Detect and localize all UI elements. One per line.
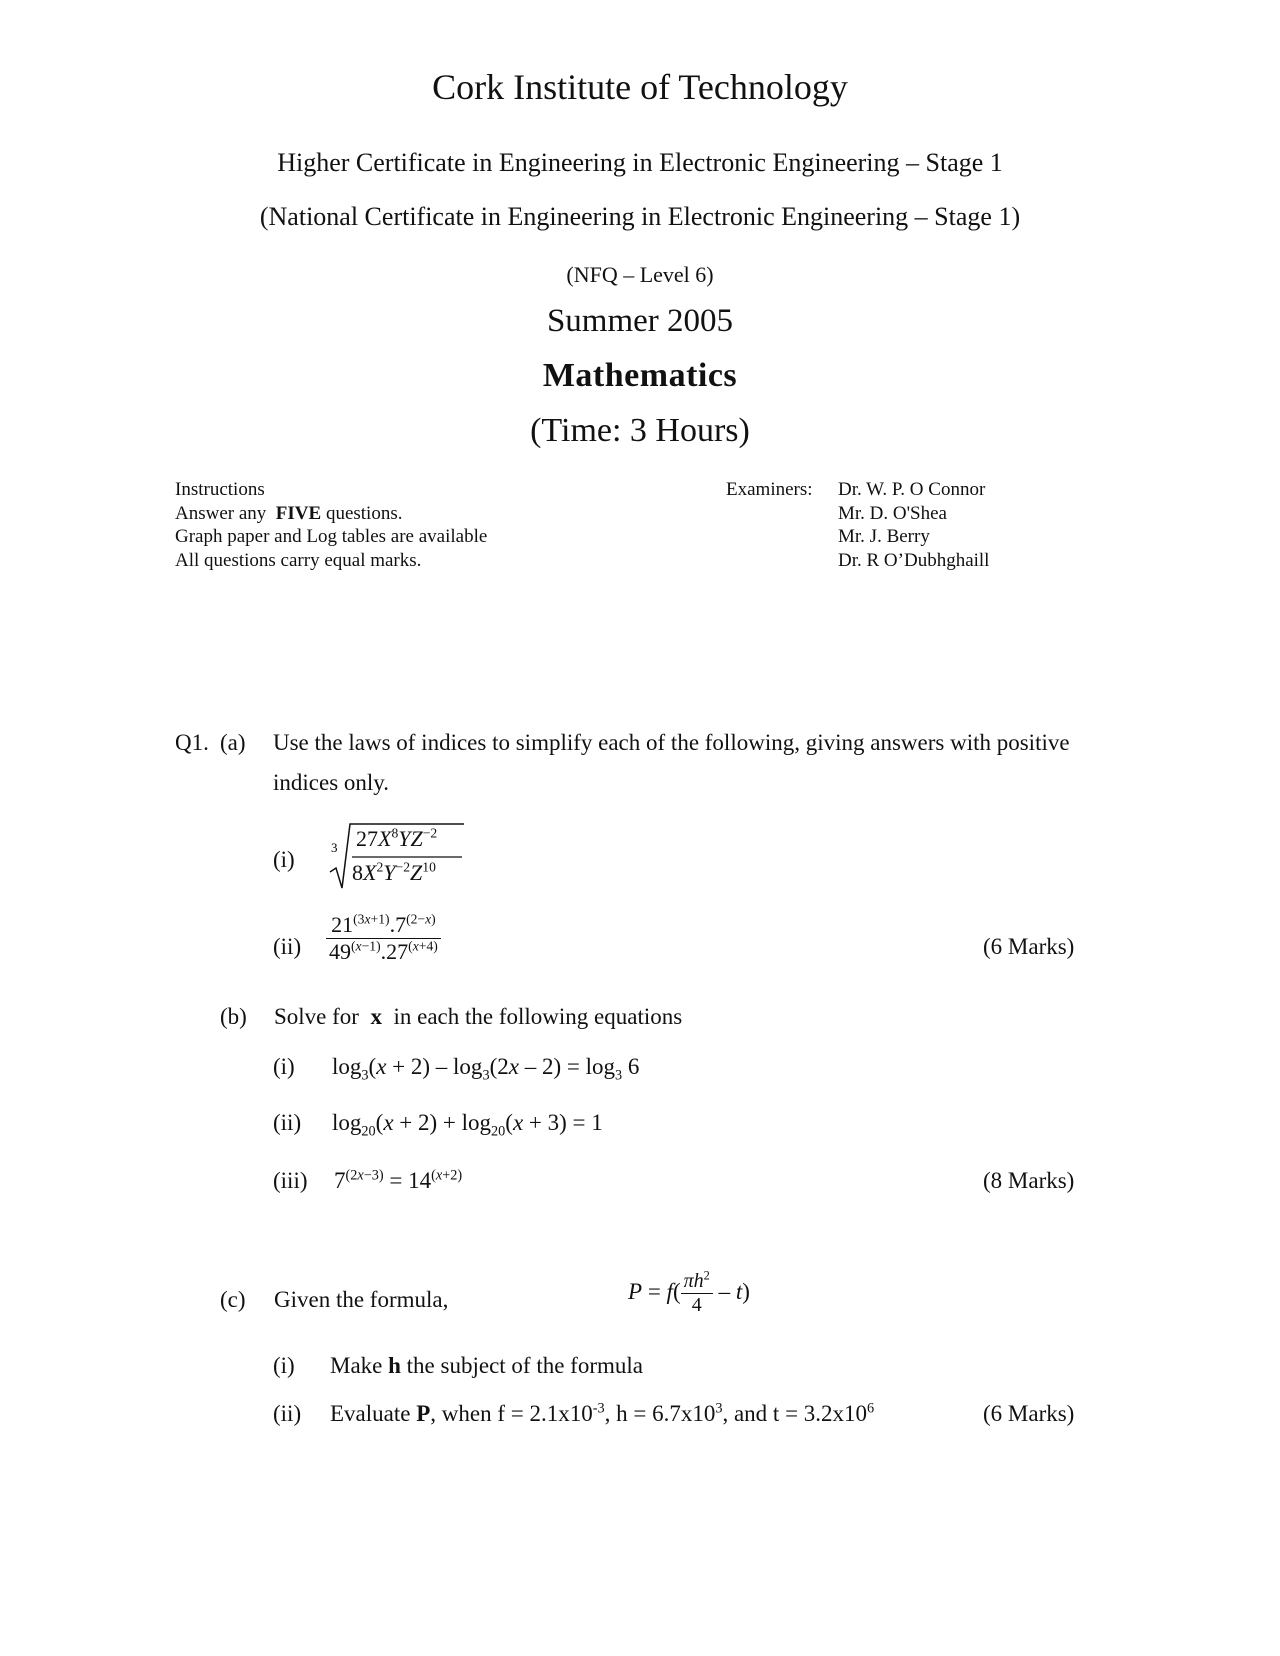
part-b-text: Solve for x in each the following equations [274, 1004, 683, 1029]
equation-b-i: $\log_3(x + 2) - \log_3(2x - 2) = \log_3 6$ [332, 1054, 640, 1084]
examiner-name: Mr. J. Berry [838, 526, 930, 547]
part-a-text: Use the laws of indices to simplify each of the following, giving answers with positive [273, 730, 1070, 755]
variable-x: x [370, 1004, 382, 1029]
part-c-i-text: Make h the subject of the formula [330, 1353, 643, 1378]
examiner-name: Dr. W. P. O Connor [838, 479, 986, 500]
instructions-line-2: Graph paper and Log tables are available [175, 526, 488, 547]
part-b-ii-label: (ii) [273, 1110, 302, 1135]
examiner-name: Dr. R O’Dubhghaill [838, 549, 990, 571]
examiners-label: Examiners: [726, 479, 813, 500]
variable-h: h [388, 1353, 401, 1378]
cube-root-expression [328, 820, 468, 892]
part-b-marks: (8 Marks) [983, 1168, 1075, 1193]
part-b-label: (b) [220, 1004, 247, 1029]
instructions-line-3: All questions carry equal marks. [175, 549, 422, 571]
exam-duration: (Time: 3 Hours) [530, 412, 750, 449]
fraction-expression [326, 912, 441, 965]
part-c-marks: (6 Marks) [983, 1401, 1075, 1426]
question-number: Q1. [175, 730, 209, 755]
part-a-i-label: (i) [273, 847, 295, 872]
svg-text:3: 3 [331, 840, 338, 855]
programme-title: Higher Certificate in Engineering in Electronic Engineering – Stage 1 [277, 148, 1003, 177]
exam-session: Summer 2005 [546, 303, 734, 339]
fraction-denominator: $49^{(x-1)}.27^{(x+4)}$ [329, 938, 438, 964]
institution-title: Cork Institute of Technology [432, 67, 848, 107]
part-c-label: (c) [220, 1287, 246, 1312]
radicand-denominator: $8X^2Y^{-2}Z^{10}$ [352, 859, 436, 885]
part-a-ii-label: (ii) [273, 934, 302, 959]
part-a-marks: (6 Marks) [983, 934, 1075, 959]
equation-b-iii: $7^{(2x-3)} = 14^{(x+2)}$ [334, 1167, 463, 1193]
fraction-numerator: $21^{(3x+1)}.7^{(2-x)}$ [326, 912, 441, 939]
variable-p: P [416, 1401, 431, 1426]
formula-numerator: $\pi h^2$ [681, 1270, 713, 1294]
examiners-list [838, 478, 989, 572]
part-b-iii-label: (iii) [273, 1168, 308, 1193]
part-a-text-cont: indices only. [273, 770, 390, 795]
radicand-numerator: $27X^8YZ^{-2}$ [356, 825, 438, 851]
instructions-heading: Instructions [175, 479, 265, 500]
instructions-line-1: Answer any FIVE questions. [175, 502, 403, 524]
part-a-label: (a) [220, 730, 246, 755]
programme-alt-title: (National Certificate in Engineering in Electronic Engineering – Stage 1) [259, 202, 1021, 231]
subject-title: Mathematics [542, 357, 738, 394]
part-c-i-label: (i) [273, 1353, 295, 1378]
equation-b-ii: $\log_{20}(x + 2) + \log_{20}(x + 3) = 1$ [332, 1110, 603, 1140]
examiner-name: Mr. D. O'Shea [838, 502, 947, 524]
instructions-emphasis: FIVE [275, 502, 322, 524]
fraction [326, 912, 441, 965]
part-c-ii-text: Evaluate P, when $f = 2.1x10^{-3}$, $h = 6.7x10^3$, and $t = 3.2x10^6$ [330, 1400, 875, 1426]
part-b-i-label: (i) [273, 1054, 295, 1079]
nfq-level: (NFQ – Level 6) [566, 262, 714, 287]
part-c-text: Given the formula, [274, 1287, 449, 1312]
part-c-ii-label: (ii) [273, 1401, 302, 1426]
instructions-block [175, 478, 487, 572]
formula-denominator: 4 [691, 1294, 702, 1316]
formula-expression: P = f( $\frac{\pi h^2}{4}$ – t) [628, 1268, 750, 1316]
formula-fraction [681, 1270, 713, 1317]
